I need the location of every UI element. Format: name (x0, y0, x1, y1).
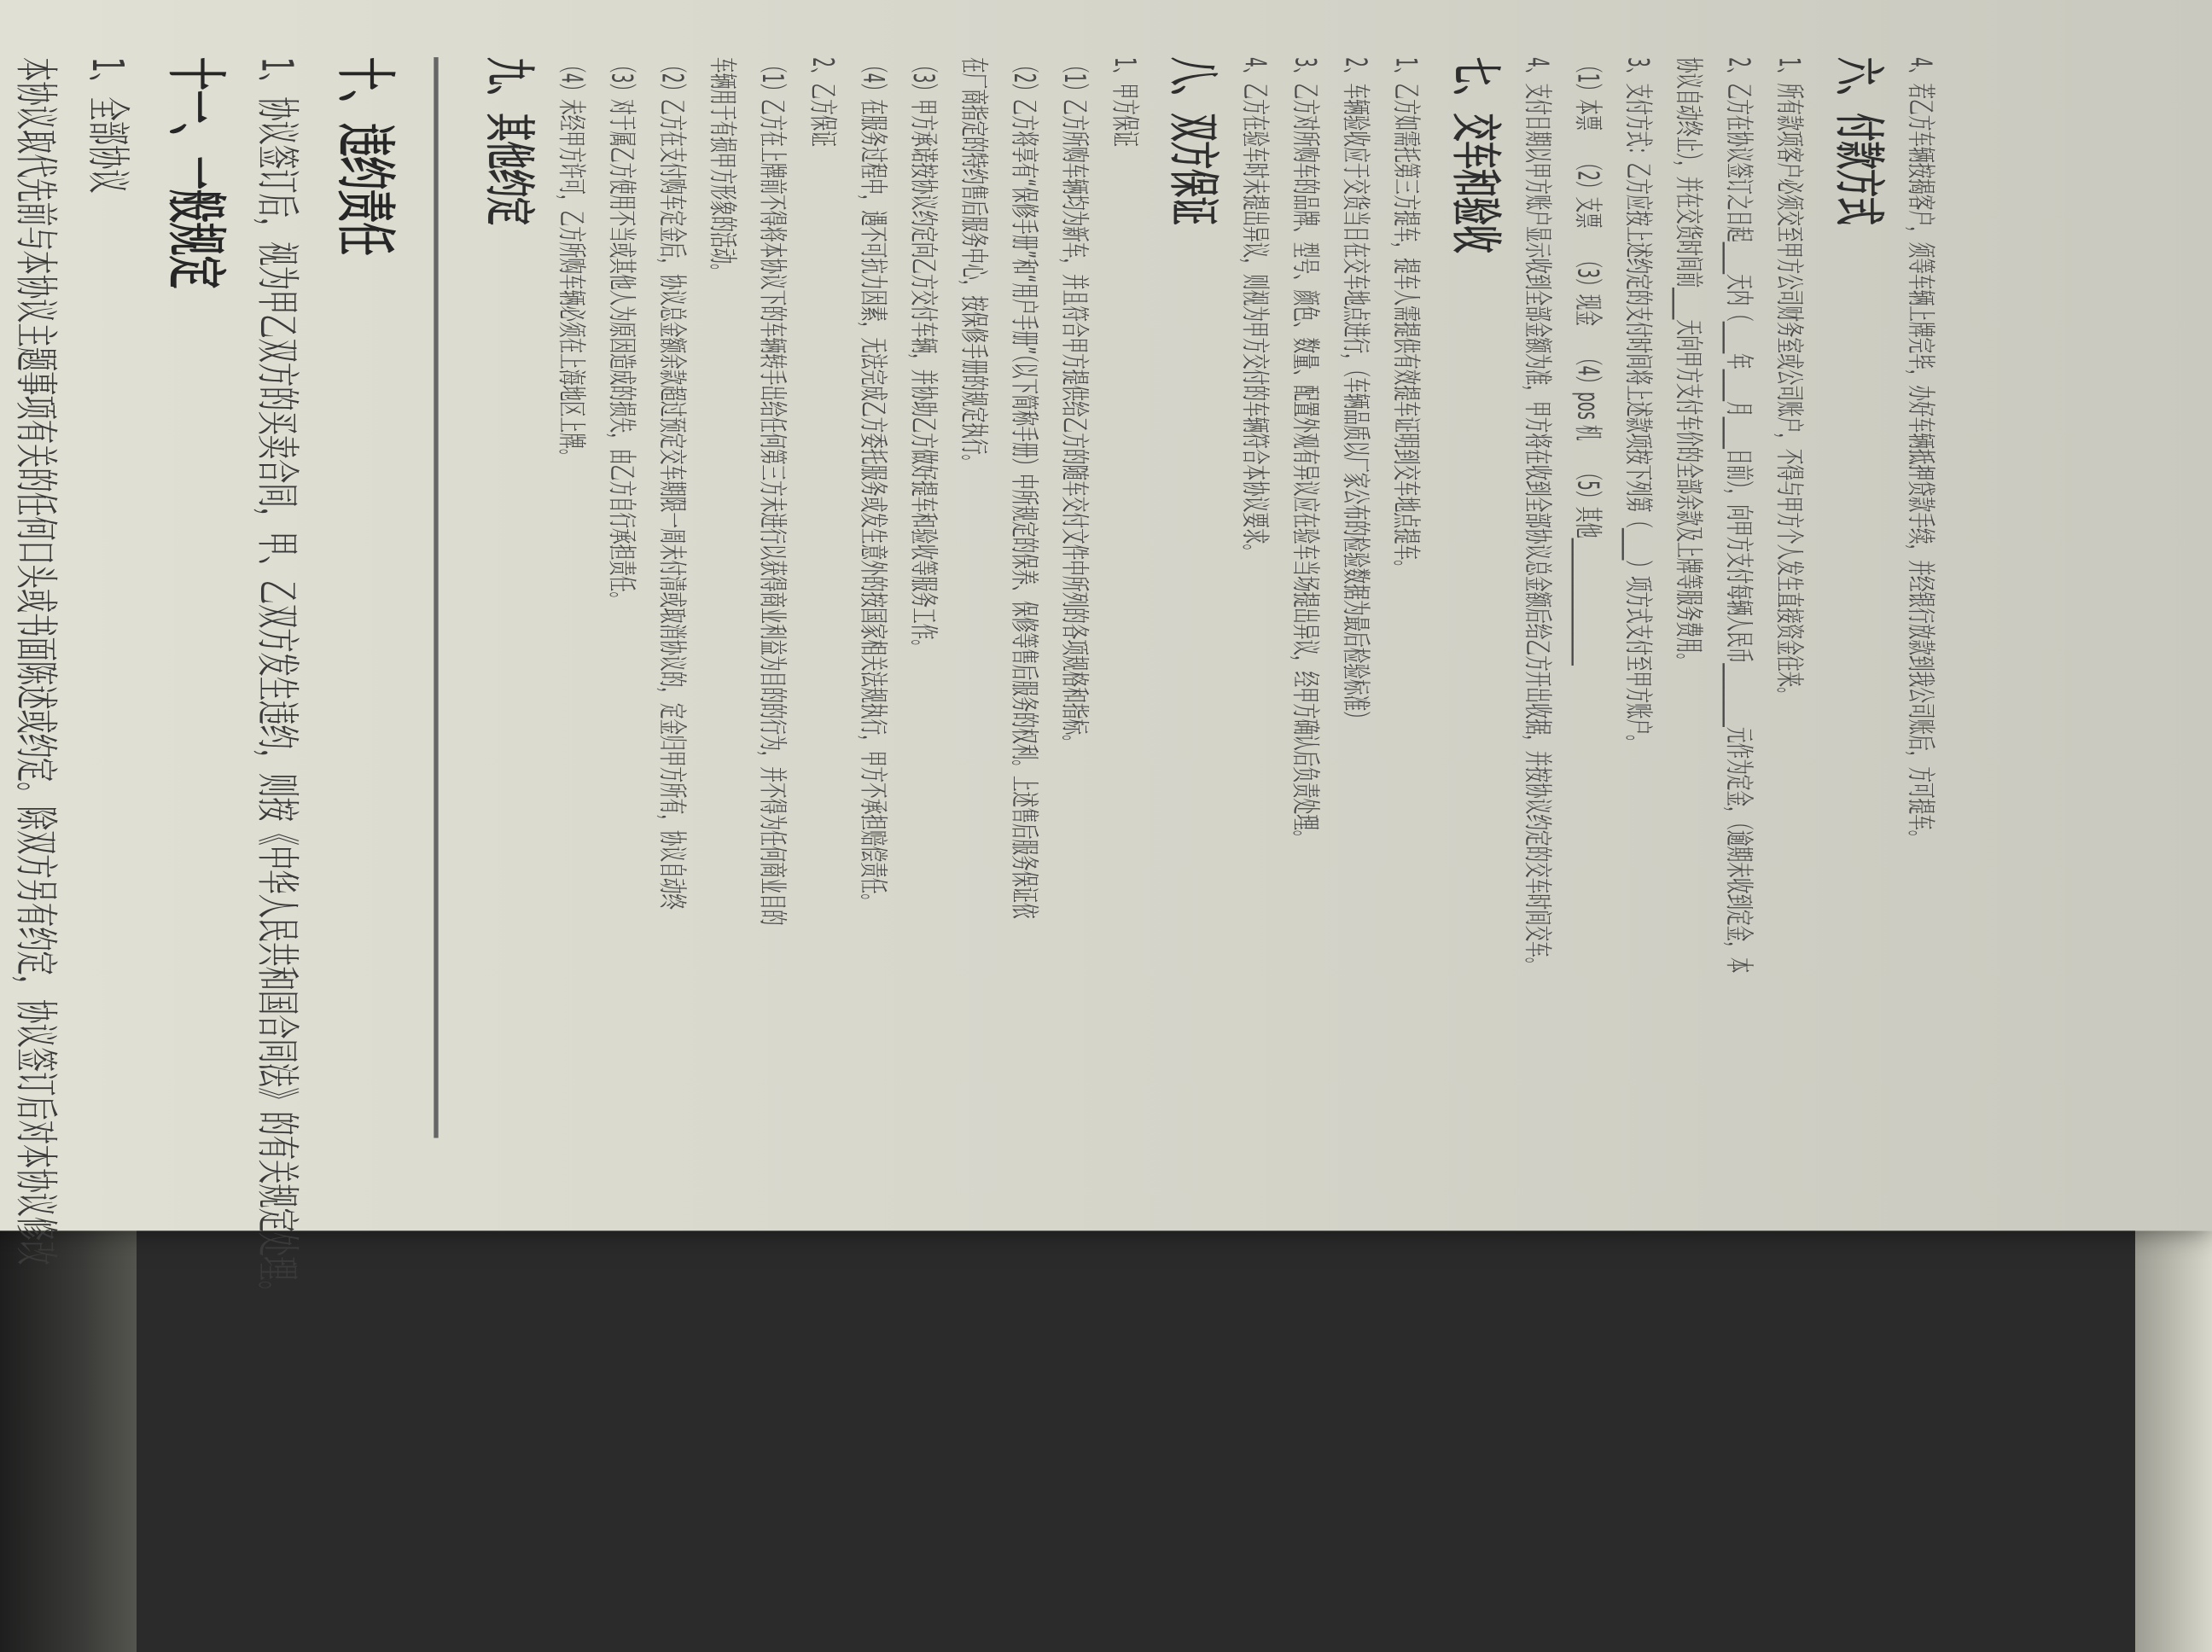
section-heading-liability: 十、违约责任 (329, 57, 399, 256)
clause-line: （2）乙方在支付购车定金后，协议总金额余款超过预定交车期限一周未付清或取消协议的，定金归甲方所有，协议自动终 (655, 57, 689, 910)
contract-body (0, 57, 1938, 1305)
section-divider (434, 57, 438, 1138)
clause-line: 2、车辆验收应于交货当日在交车地点进行，（车辆品质以厂家公布的检验数据为最后检验标准） (1340, 57, 1373, 727)
clause-line: 1、全部协议 (83, 57, 134, 194)
clause-line: （3）甲方承诺按协议约定向乙方交付车辆，并协助乙方做好提车和验收等服务工作。 (906, 57, 940, 656)
clause-line: 本协议取代先前与本协议主题事项有关的任何口头或书面陈述或约定。除双方另有约定，协议签订后对本协议修改 (10, 57, 61, 1265)
clause-line: （4）在服务过程中，遇不可抗力因素，无法完成乙方委托服务或发生意外的按国家相关法规执行，甲方不承担赔偿责任。 (856, 57, 890, 910)
clause-line: 1、甲方保证 (1108, 57, 1142, 148)
section-heading-other: 九、其他约定 (479, 57, 538, 225)
clause-line: 在厂商指定的特约售后服务中心，按保修手册的规定执行。 (957, 57, 991, 471)
clause-line: 4、乙方在验车时未提出异议，则视为甲方交付的车辆符合本协议要求。 (1239, 57, 1273, 561)
clause-line: 车辆用于有损甲方形象的活动。 (705, 57, 739, 280)
section-heading-delivery: 七、交车和验收 (1446, 57, 1505, 253)
clause-line: 1、乙方如需托第三方提车，提车人需提供有效提车证明到交车地点提车。 (1390, 57, 1423, 576)
clause-line: （1）乙方所购车辆均为新车，并且符合甲方提供给乙方的随车交付文件中所列的各项规格和指标。 (1057, 57, 1091, 751)
clause-line: 4、若乙方车辆按揭客户，须等车辆上牌完毕，办好车辆抵押贷款手续，并经银行放款到我公司账后，方可提车。 (1904, 57, 1938, 846)
clause-line: （1）本票 （2）支票 （3）现金 （4）pos 机 （5）其他________________ (1571, 57, 1605, 666)
clause-line: 2、乙方保证 (806, 57, 840, 148)
clause-line: 协议自动终止），并在交货时间前____天向甲方支付车价的全部余款及上牌等服务费用。 (1672, 57, 1706, 670)
clause-line: 1、所有款项客户必须交至甲方公司财务室或公司账户，不得与甲方个人发生直接资金往来。 (1773, 57, 1807, 703)
section-heading-general: 十一、一般规定 (160, 57, 230, 289)
clause-line: （3）对于属乙方使用不当或其他人为原因造成的损失，由乙方自行承担责任。 (604, 57, 638, 608)
clause-line: （2）乙方将享有“保修手册”和“用户手册”（以下简称手册）中所规定的保养、保修等售后服务的权利。上述售后服务保证依 (1007, 57, 1041, 919)
clause-line: （1）乙方在上牌前不得将本协议下的车辆转手出给任何第三方未进行以获得商业利益为目的的行为，并不得为任何商业目的 (755, 57, 789, 926)
clause-line: 3、支付方式：乙方应按上述约定的支付时间将上述款项按下列第（____）项方式支付至甲方账户。 (1621, 57, 1656, 751)
clause-line: （4）未经甲方许可，乙方所购车辆必须在上海地区上牌。 (554, 57, 588, 465)
clause-line: 2、乙方在协议签订之日起____天内（____年____月____日前），向甲方支付每辆人民币________元作为定金，（逾期未收到定金，本 (1722, 57, 1756, 974)
clause-line: 4、支付日期以甲方账户显示收到全部金额为准，甲方将在收到全部协议总金额后给乙方开出收据，并按协议约定的交车时间交车。 (1521, 57, 1555, 974)
section-heading-guarantee: 八、双方保证 (1163, 57, 1223, 225)
clause-line: 3、乙方对所购车的品牌、型号、颜色、数量、配置外观有异议应在验车当场提出异议，经甲方确认后负责处理。 (1289, 57, 1324, 846)
clause-line: 1、协议签订后，视为甲乙双方的买卖合同，甲、乙双方发生违约，则按《中华人民共和国合同法》的有关规定处理。 (252, 57, 303, 1305)
section-heading-payment: 六、付款方式 (1829, 57, 1888, 225)
